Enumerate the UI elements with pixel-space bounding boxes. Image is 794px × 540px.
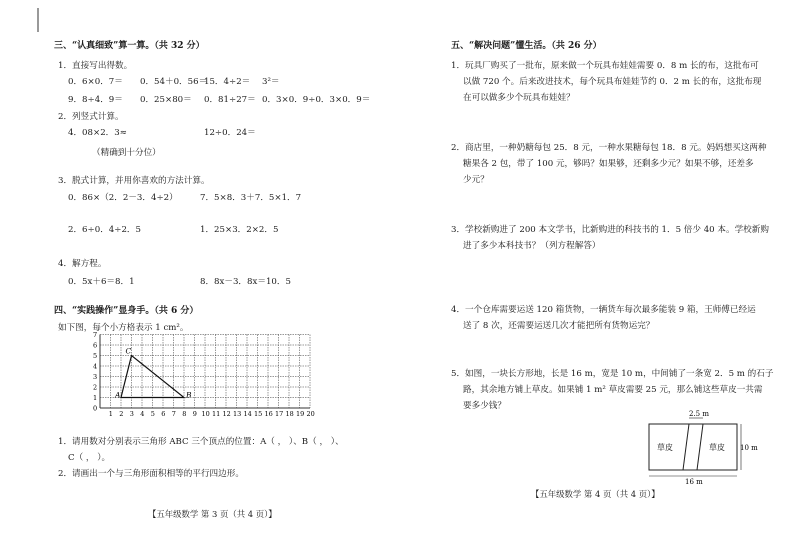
section-5-title: 五、“解决问题”懂生活。（共 26 分） <box>451 41 602 51</box>
problem-1-line: 1．玩具厂购买了一批布，原来做一个玩具布娃娃需要 0．8 m 长的布，这批布可 <box>451 61 759 71</box>
q3-item: 1．25×3．2×2．5 <box>200 225 279 235</box>
x-tick-label: 9 <box>192 410 197 418</box>
q1-item: 0．3×0．9÷0．3×0．9＝ <box>262 95 371 105</box>
y-tick-label: 1 <box>93 394 98 402</box>
x-tick-label: 12 <box>222 410 231 418</box>
path-edge <box>683 424 689 470</box>
vertex-label: B <box>186 390 192 400</box>
problem-5-line: 路，其余地方铺上草皮。如果铺 1 m² 草皮需要 25 元，那么铺这些草皮一共需 <box>463 385 763 395</box>
y-tick-label: 3 <box>93 373 98 381</box>
path-edge <box>697 424 703 470</box>
q3-item: 7．5×8．3＋7．5×1．7 <box>200 193 302 203</box>
problem-3-line: 进了多少本科技书？（列方程解答） <box>463 241 601 251</box>
q2-note: （精确到十分位） <box>92 148 161 158</box>
section-4-title: 四、“实践操作”显身手。（共 6 分） <box>54 306 199 316</box>
problem-4-line: 4．一个仓库需要运送 120 箱货物，一辆货车每次最多能装 9 箱，王师傅已经运 <box>451 305 756 315</box>
bottom-dimension-label: 16 m <box>685 478 703 486</box>
x-tick-label: 2 <box>119 410 124 418</box>
q1-item: 3²＝ <box>262 77 280 87</box>
q1-item: 0．54＋0．56＝ <box>140 77 208 87</box>
x-tick-label: 14 <box>243 410 252 418</box>
problem-3-line: 3．学校新购进了 200 本文学书，比新购进的科技书的 1．5 倍少 40 本。学校新购 <box>451 225 769 235</box>
x-tick-label: 7 <box>171 410 176 418</box>
problem-2-line: 2．商店里，一种奶糖每包 25．8 元，一种水果糖每包 18．8 元。妈妈想买这两种 <box>451 143 767 153</box>
x-tick-label: 11 <box>212 410 221 418</box>
binding-mark <box>36 8 40 32</box>
s4-q1-line1: 1．请用数对分别表示三角形 ABC 三个顶点的位置：A（ ， ）、B（ ， ）、 <box>58 437 344 447</box>
x-tick-label: 1 <box>108 410 113 418</box>
x-tick-label: 6 <box>161 410 166 418</box>
q3-title: 3．脱式计算，并用你喜欢的方法计算。 <box>58 176 210 186</box>
x-tick-label: 16 <box>264 410 273 418</box>
section-4-intro: 如下图，每个小方格表示 1 cm²。 <box>58 323 189 333</box>
problem-1-line: 以做 720 个。后来改进技术，每个玩具布娃娃节约 0．2 m 长的布，这批布现 <box>463 77 762 87</box>
q1-item: 0．81÷27＝ <box>204 95 256 105</box>
q1-item: 0．25×80＝ <box>140 95 192 105</box>
triangle-abc <box>114 347 192 400</box>
q4-item: 0．5x＋6＝8．1 <box>68 277 135 287</box>
y-tick-label: 6 <box>93 341 98 350</box>
x-tick-label: 15 <box>254 410 263 418</box>
q2-title: 2．列竖式计算。 <box>58 112 124 122</box>
x-tick-label: 18 <box>285 410 294 418</box>
top-dimension-label: 2.5 m <box>689 410 709 418</box>
x-tick-label: 8 <box>182 410 187 418</box>
problem-5-line: 要多少钱？ <box>463 401 506 411</box>
y-tick-label: 4 <box>93 362 98 371</box>
right-dimension-label: 10 m <box>740 444 758 452</box>
q2-item: 4．08×2．3≈ <box>68 128 127 138</box>
page-footer: 【五年级数学 第 3 页（共 4 页）】 <box>148 509 277 519</box>
y-tick-label: 0 <box>93 404 98 413</box>
section-3-title: 三、“认真细致”算一算。（共 32 分） <box>54 41 205 51</box>
q1-title: 1．直接写出得数。 <box>58 61 133 71</box>
y-tick-label: 2 <box>93 383 98 392</box>
grass-left-label: 草皮 <box>657 443 673 452</box>
s4-q2: 2．请画出一个与三角形面积相等的平行四边形。 <box>58 469 244 479</box>
grass-right-label: 草皮 <box>709 443 725 452</box>
y-tick-label: 7 <box>93 331 98 339</box>
x-tick-label: 17 <box>275 410 284 418</box>
q3-item: 2．6÷0．4÷2．5 <box>68 225 141 235</box>
vertex-label: A <box>115 390 121 400</box>
x-tick-label: 5 <box>150 410 155 418</box>
problem-1-line: 在可以做多少个玩具布娃娃？ <box>463 93 575 103</box>
q1-item: 0．6×0．7＝ <box>68 77 123 87</box>
problem-5-line: 5．如图，一块长方形地，长是 16 m，宽是 10 m，中间铺了一条宽 2．5 m 的石子 <box>451 369 774 379</box>
problem-4-line: 送了 8 次，还需要运送几次才能把所有货物运完？ <box>463 321 655 331</box>
q4-item: 8．8x－3．8x＝10．5 <box>200 277 291 287</box>
q3-item: 0．86×（2．2－3．4÷2） <box>68 193 178 203</box>
x-tick-label: 20 <box>306 410 315 418</box>
y-tick-label: 5 <box>93 352 98 360</box>
coordinate-grid <box>88 331 328 422</box>
problem-2-line: 少元？ <box>463 175 489 185</box>
q2-item: 12÷0．24＝ <box>204 128 256 138</box>
s4-q1-line2: C（ ， ）。 <box>68 453 111 463</box>
q1-item: 15．4÷2＝ <box>204 77 251 87</box>
field-diagram <box>645 410 758 486</box>
q4-title: 4．解方程。 <box>58 259 107 269</box>
page-footer: 【五年级数学 第 4 页（共 4 页）】 <box>531 489 660 499</box>
x-tick-label: 13 <box>233 410 242 418</box>
x-tick-label: 10 <box>201 410 210 418</box>
x-tick-label: 19 <box>296 410 305 418</box>
x-tick-label: 3 <box>129 410 134 418</box>
q1-item: 9．8÷4．9＝ <box>68 95 123 105</box>
vertex-label: C <box>125 346 132 356</box>
problem-2-line: 糖果各 2 包，带了 100 元，够吗？如果够，还剩多少元？如果不够，还差多 <box>463 159 754 169</box>
x-tick-label: 4 <box>140 410 145 418</box>
